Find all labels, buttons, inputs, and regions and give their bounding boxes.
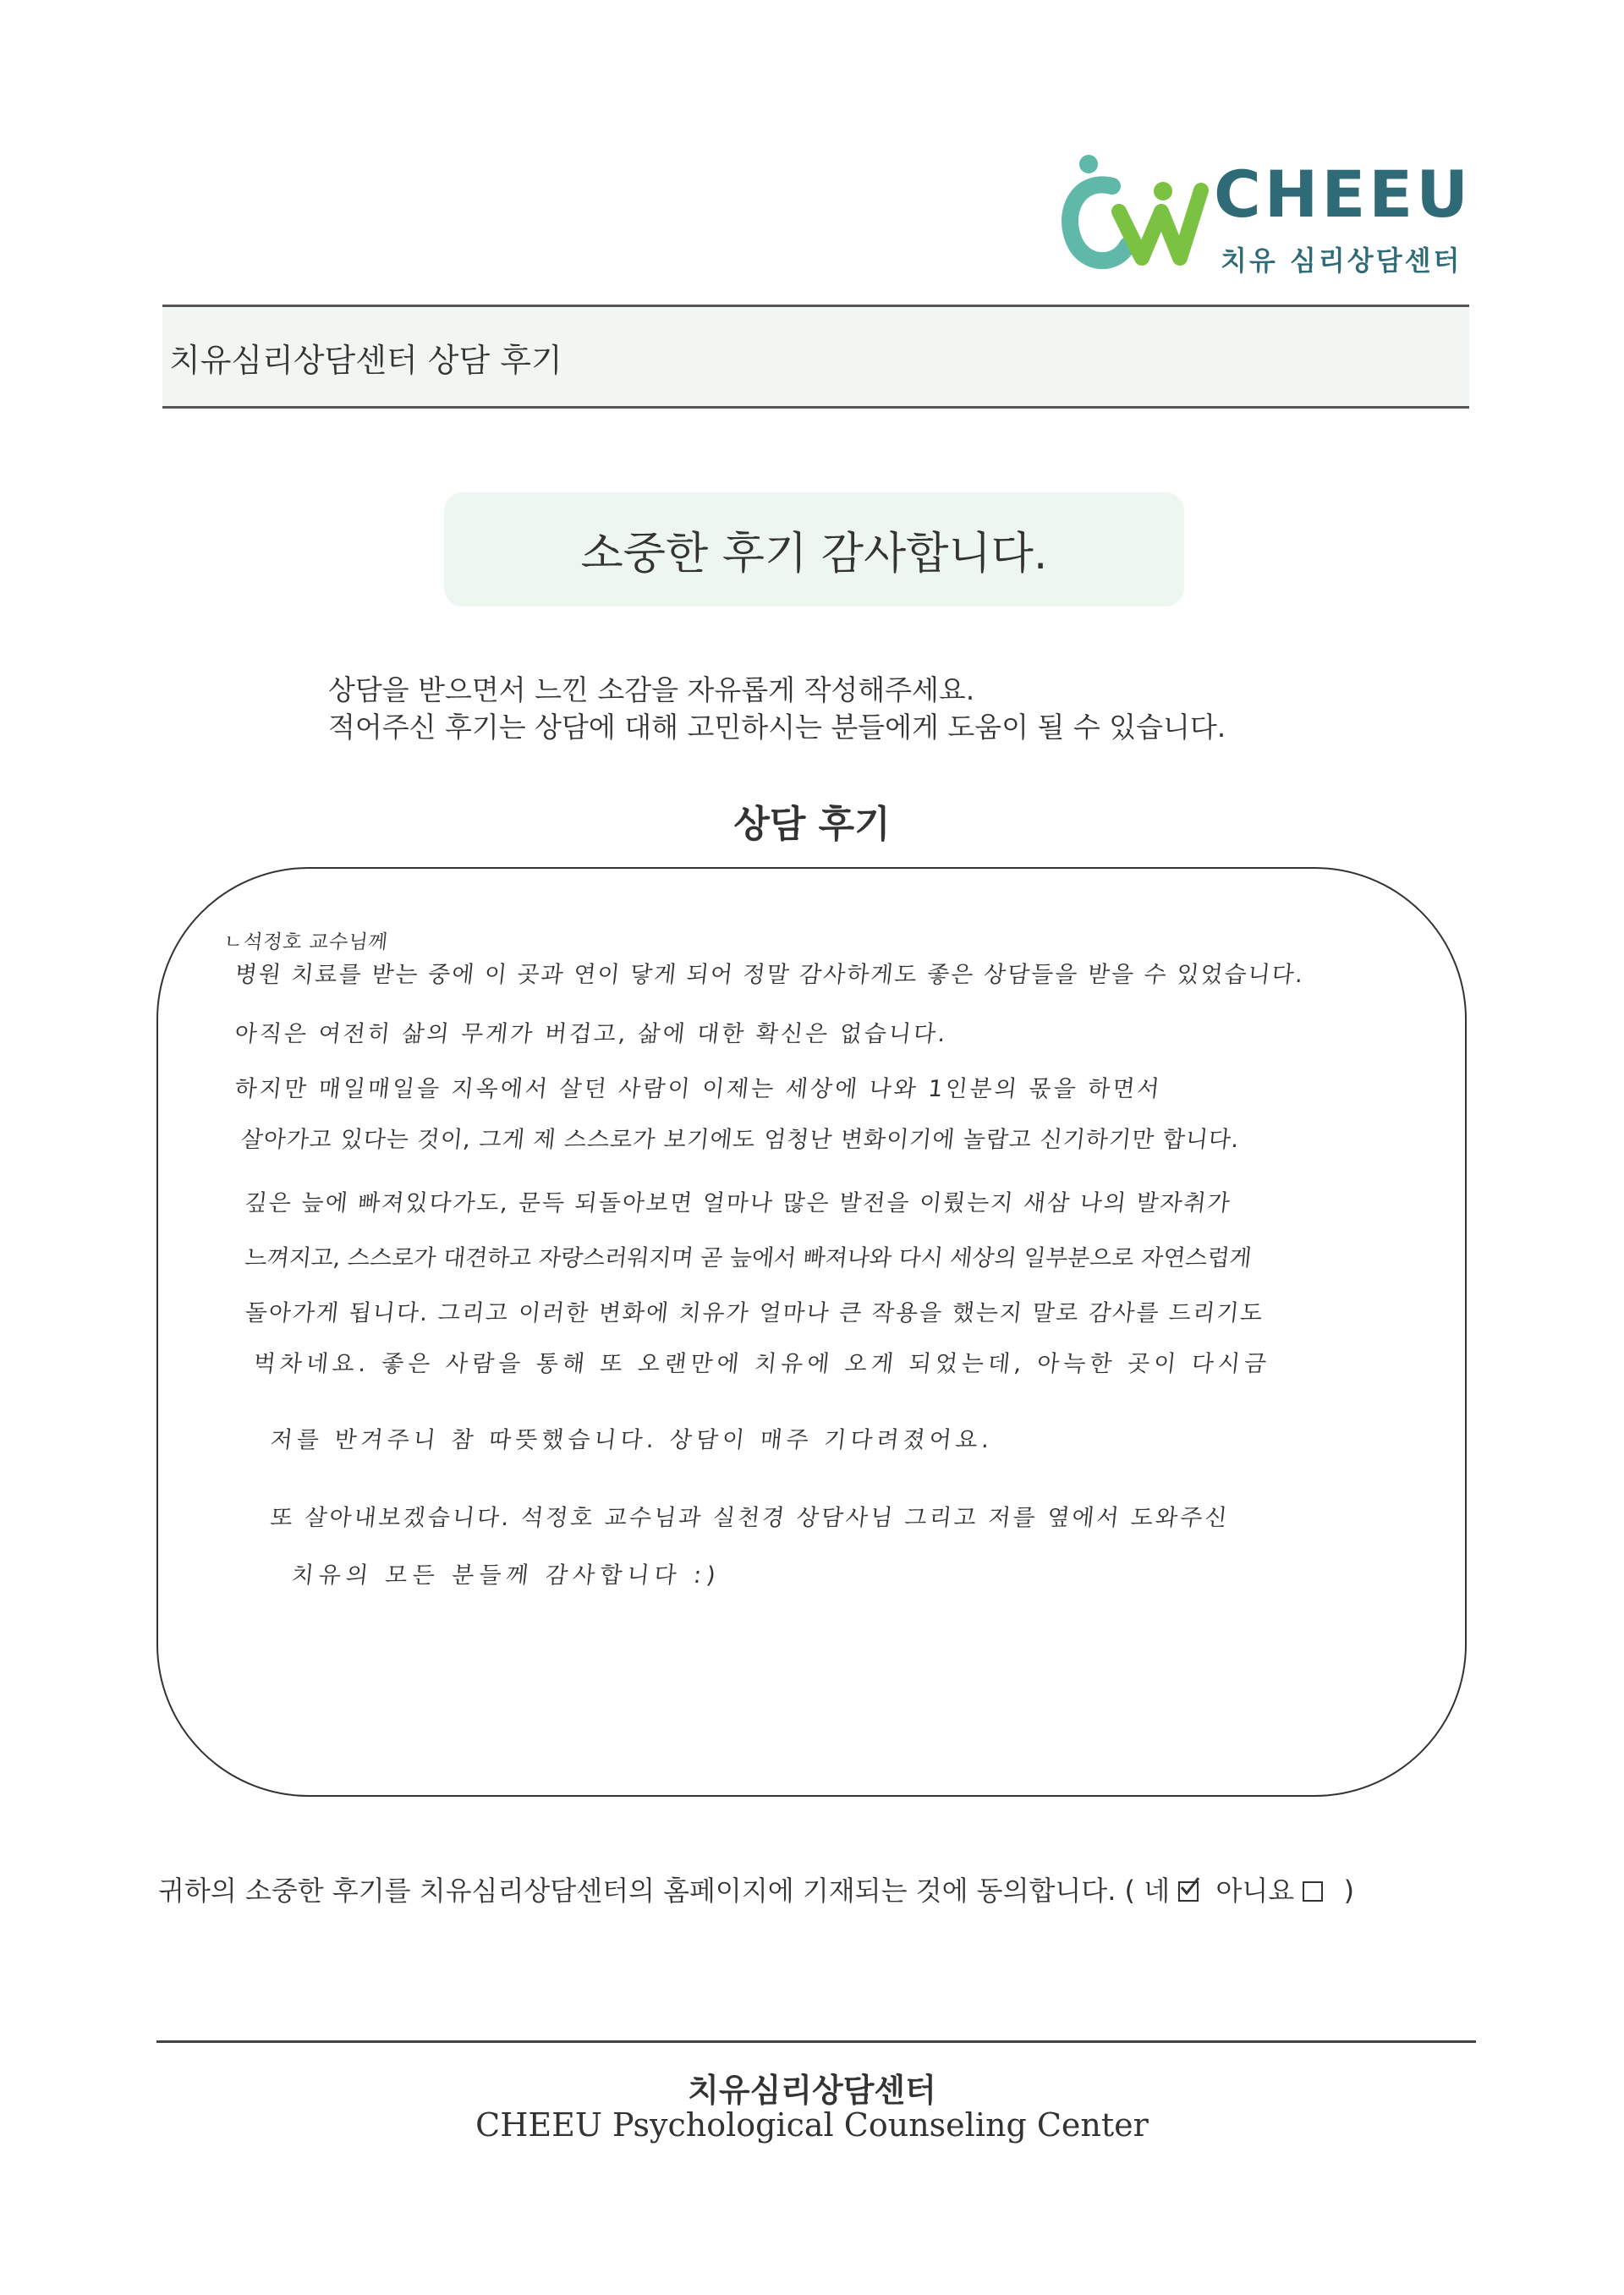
review-line: 병원 치료를 받는 중에 이 곳과 연이 닿게 되어 정말 감사하게도 좋은 상담들을 받을 수 있었습니다.: [233, 962, 1306, 988]
footer-name-english: CHEEU Psychological Counseling Center: [475, 2106, 1149, 2144]
intro-line-2: 적어주신 후기는 상담에 대해 고민하시는 분들에게 도움이 될 수 있습니다.: [328, 711, 1226, 744]
cheeu-logo: [1062, 152, 1501, 279]
consent-text: 귀하의 소중한 후기를 치유심리상담센터의 홈페이지에 기재되는 것에 동의합니다. ( 네: [158, 1875, 1171, 1907]
review-text-area[interactable]: [156, 867, 1467, 1797]
review-line: 치유의 모든 분들께 감사합니다 :): [290, 1562, 722, 1589]
form-title: 치유심리상담센터 상담 후기: [169, 342, 562, 379]
logo-subtitle: 치유 심리상담센터: [1221, 244, 1462, 277]
consent-statement: [158, 1869, 1354, 1908]
check-icon: [1178, 1876, 1200, 1898]
footer-name-korean: 치유심리상담센터: [688, 2071, 936, 2109]
intro-line-1: 상담을 받으면서 느낀 소감을 자유롭게 작성해주세요.: [328, 673, 975, 706]
consent-close: ): [1343, 1875, 1355, 1907]
review-line: 저를 반겨주니 참 따뜻했습니다. 상담이 매주 기다려졌어요.: [269, 1427, 995, 1453]
logo-brand: CHEEU: [1214, 156, 1472, 232]
review-line: ㄴ석정호 교수님께: [222, 931, 390, 953]
consent-no-checkbox[interactable]: [1303, 1881, 1323, 1902]
logo-figure-icon: [1062, 152, 1210, 279]
review-line: 살아가고 있다는 것이, 그게 제 스스로가 보기에도 엄청난 변화이기에 놀랍고 신기하기만 합니다.: [239, 1127, 1242, 1153]
header-bottom-rule: [162, 406, 1469, 409]
consent-yes-checkbox[interactable]: [1178, 1881, 1199, 1902]
footer-rule: [156, 2040, 1476, 2043]
review-line: 아직은 여전히 삶의 무게가 버겁고, 삶에 대한 확신은 없습니다.: [233, 1021, 950, 1047]
thanks-text: 소중한 후기 감사합니다.: [580, 529, 1048, 579]
review-line: 깊은 늪에 빠져있다가도, 문득 되돌아보면 얼마나 많은 발전을 이뤘는지 새삼 나의 발자취가: [244, 1190, 1233, 1216]
consent-no-label: 아니요: [1215, 1875, 1295, 1907]
review-line: 돌아가게 됩니다. 그리고 이러한 변화에 치유가 얼마나 큰 작용을 했는지 말로 감사를 드리기도: [244, 1300, 1266, 1326]
review-line: 또 살아내보겠습니다. 석정호 교수님과 실천경 상담사님 그리고 저를 옆에서 도와주신: [269, 1505, 1232, 1531]
review-line: 느껴지고, 스스로가 대견하고 자랑스러워지며 곧 늪에서 빠져나와 다시 세상의 일부분으로 자연스럽게: [244, 1245, 1254, 1271]
section-title: 상담 후기: [733, 803, 891, 846]
review-line: 하지만 매일매일을 지옥에서 살던 사람이 이제는 세상에 나와 1인분의 몫을 하면서: [233, 1076, 1164, 1102]
review-line: 벅차네요. 좋은 사람을 통해 또 오랜만에 치유에 오게 되었는데, 아늑한 곳이 다시금: [252, 1351, 1272, 1377]
